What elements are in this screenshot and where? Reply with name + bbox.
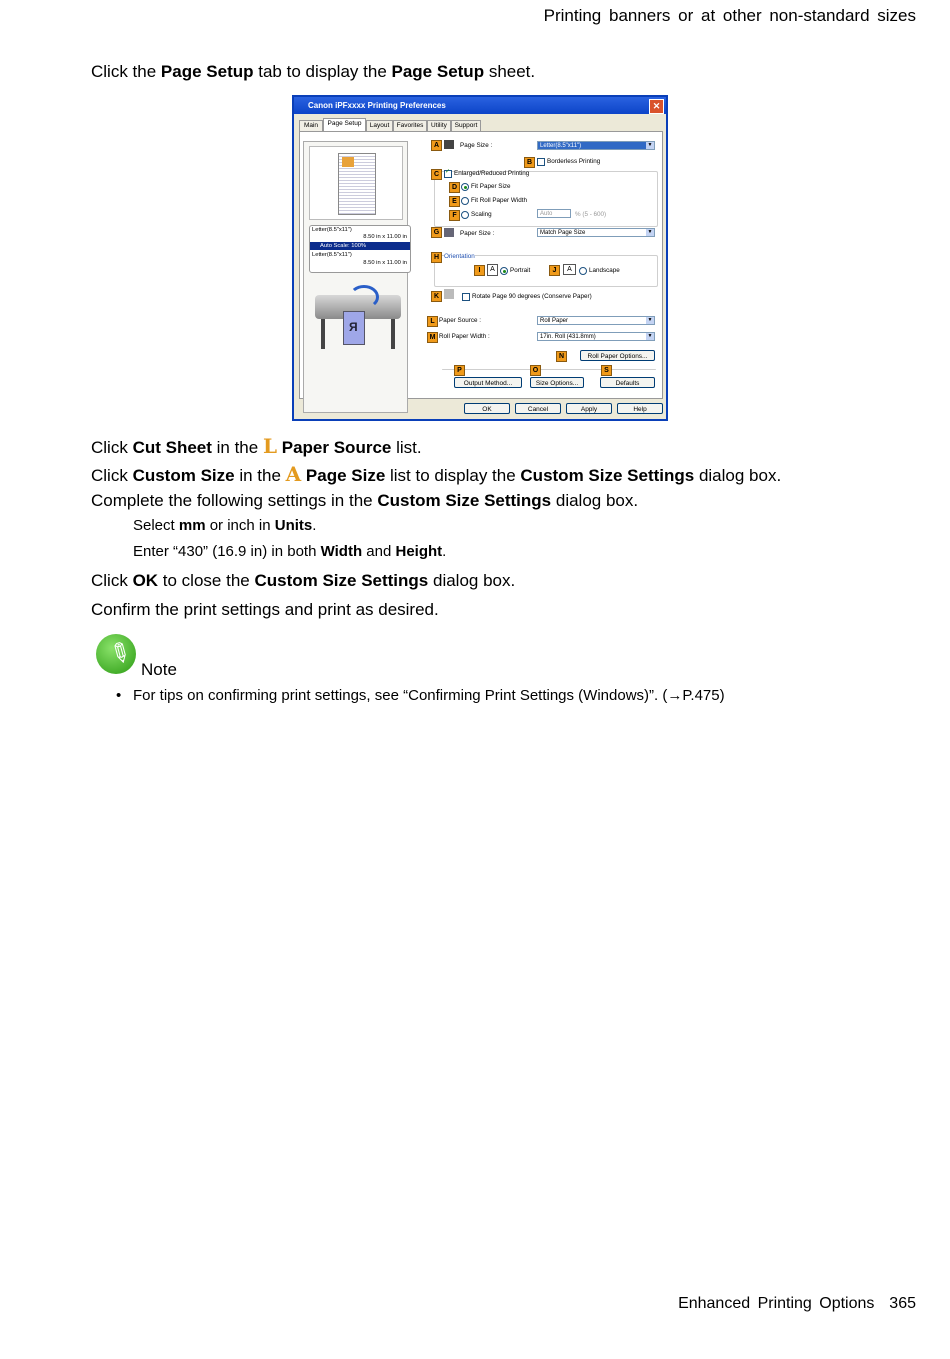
note-bullet: • (116, 687, 122, 704)
dialog-title: Canon iPFxxxx Printing Preferences (308, 101, 446, 110)
apply-button[interactable]: Apply (566, 403, 612, 414)
portrait-icon: A (487, 264, 498, 276)
rotate-page-icon (444, 289, 454, 299)
scaling-radio[interactable] (461, 211, 469, 219)
footer-section: Enhanced Printing Options (678, 1295, 875, 1312)
note-pencil-icon: ✎ (96, 634, 136, 674)
chevron-down-icon: ▼ (647, 142, 653, 148)
roll-width-select[interactable]: 17in. Roll (431.8mm) ▼ (537, 332, 655, 341)
help-button[interactable]: Help (617, 403, 663, 414)
tab-layout[interactable]: Layout (366, 120, 393, 131)
paper-size-icon (444, 228, 454, 237)
tab-page-setup[interactable]: Page Setup (323, 118, 366, 132)
callout-c: C (431, 169, 442, 180)
separator (442, 369, 656, 370)
paper-size-select[interactable]: Match Page Size ▼ (537, 228, 655, 237)
size-info: Letter(8.5"x11") 8.50 in x 11.00 in Auto Scale: 100% Letter(8.5"x11") 8.50 in x 11.00 in (309, 225, 411, 273)
callout-m: M (427, 332, 438, 343)
size-options-button[interactable]: Size Options... (530, 377, 584, 388)
portrait-radio[interactable] (500, 267, 508, 275)
roll-options-button[interactable]: Roll Paper Options... (580, 350, 655, 361)
callout-p: P (454, 365, 465, 376)
enlarged-checkbox[interactable]: ✓ (444, 170, 452, 178)
callout-i: I (474, 265, 485, 276)
running-header: Printing banners or at other non-standard sizes (543, 6, 916, 25)
landscape-radio[interactable] (579, 267, 587, 275)
paper-source-select[interactable]: Roll Paper ▼ (537, 316, 655, 325)
callout-s: S (601, 365, 612, 376)
page-thumbnail (338, 153, 376, 215)
rotate-checkbox[interactable] (462, 293, 470, 301)
page-size-icon (444, 140, 454, 149)
tab-utility[interactable]: Utility (427, 120, 451, 131)
fit-paper-radio[interactable] (461, 183, 469, 191)
callout-a: A (431, 140, 442, 151)
callout-b: B (524, 157, 535, 168)
thumbnail-image (342, 157, 354, 167)
note-text: For tips on confirming print settings, see “Confirming Print Settings (Windows)”. (→P.475) (133, 687, 725, 704)
chevron-down-icon: ▼ (647, 333, 653, 339)
cancel-button[interactable]: Cancel (515, 403, 561, 414)
output-method-button[interactable]: Output Method... (454, 377, 522, 388)
callout-k: K (431, 291, 442, 302)
callout-f: F (449, 210, 460, 221)
page-preview (309, 146, 403, 220)
scaling-field[interactable]: Auto (537, 209, 571, 218)
callout-j: J (549, 265, 560, 276)
tab-favorites[interactable]: Favorites (393, 120, 427, 131)
fit-roll-radio[interactable] (461, 197, 469, 205)
defaults-button[interactable]: Defaults (600, 377, 655, 388)
close-icon[interactable]: ✕ (649, 99, 664, 114)
tab-main[interactable]: Main (299, 120, 323, 131)
callout-n: N (556, 351, 567, 362)
callout-letter-a: A (285, 462, 302, 486)
callout-h: H (431, 252, 442, 263)
callout-e: E (449, 196, 460, 207)
note-title: Note (141, 660, 177, 679)
chevron-down-icon: ▼ (647, 317, 653, 323)
dialog-title-bar (294, 97, 666, 114)
page-size-select[interactable]: Letter(8.5"x11") ▼ (537, 141, 655, 150)
running-footer (678, 1295, 916, 1313)
borderless-checkbox[interactable] (537, 158, 545, 166)
preview-panel (303, 141, 408, 413)
page-size-label: Page Size : (460, 142, 493, 149)
rotate-arrow-icon (349, 285, 379, 309)
page-number: 365 (889, 1295, 916, 1312)
callout-o: O (530, 365, 541, 376)
landscape-icon: A (563, 264, 576, 275)
callout-d: D (449, 182, 460, 193)
chevron-down-icon: ▼ (647, 229, 653, 235)
printer-illustration: R (309, 277, 404, 359)
callout-g: G (431, 227, 442, 238)
ok-button[interactable]: OK (464, 403, 510, 414)
callout-l: L (427, 316, 438, 327)
printing-preferences-dialog: Canon iPFxxxx Printing Preferences ✕ Main Page Setup Layout Favorites Utility Support Letter(8.5"x11") 8.50 in x 11.00 in Auto Scale: 100% Letter(8.5"x11") 8.50 in x 11.00 in R A Page Size : Letter(8.5"x11") ▼ B Borderless Printing C ✓ Enlarged/Reduced Printing D Fit Paper Size E Fit Roll Paper Width F Scaling Auto % (5 - 600) G Paper Size : Match Page Size ▼ H Orientation I A Portrait J A Landscape K Rotate Page 90 degrees (Conserve Paper) L Paper Source : Roll Paper ▼ M Roll Paper Width : 17in. Roll (431.8mm) ▼ N Roll Paper Options... P O S Output Method... Size Options... Defaults OK Cancel Apply Help (292, 95, 668, 421)
tab-support[interactable]: Support (451, 120, 481, 131)
callout-letter-l: L (262, 434, 278, 458)
